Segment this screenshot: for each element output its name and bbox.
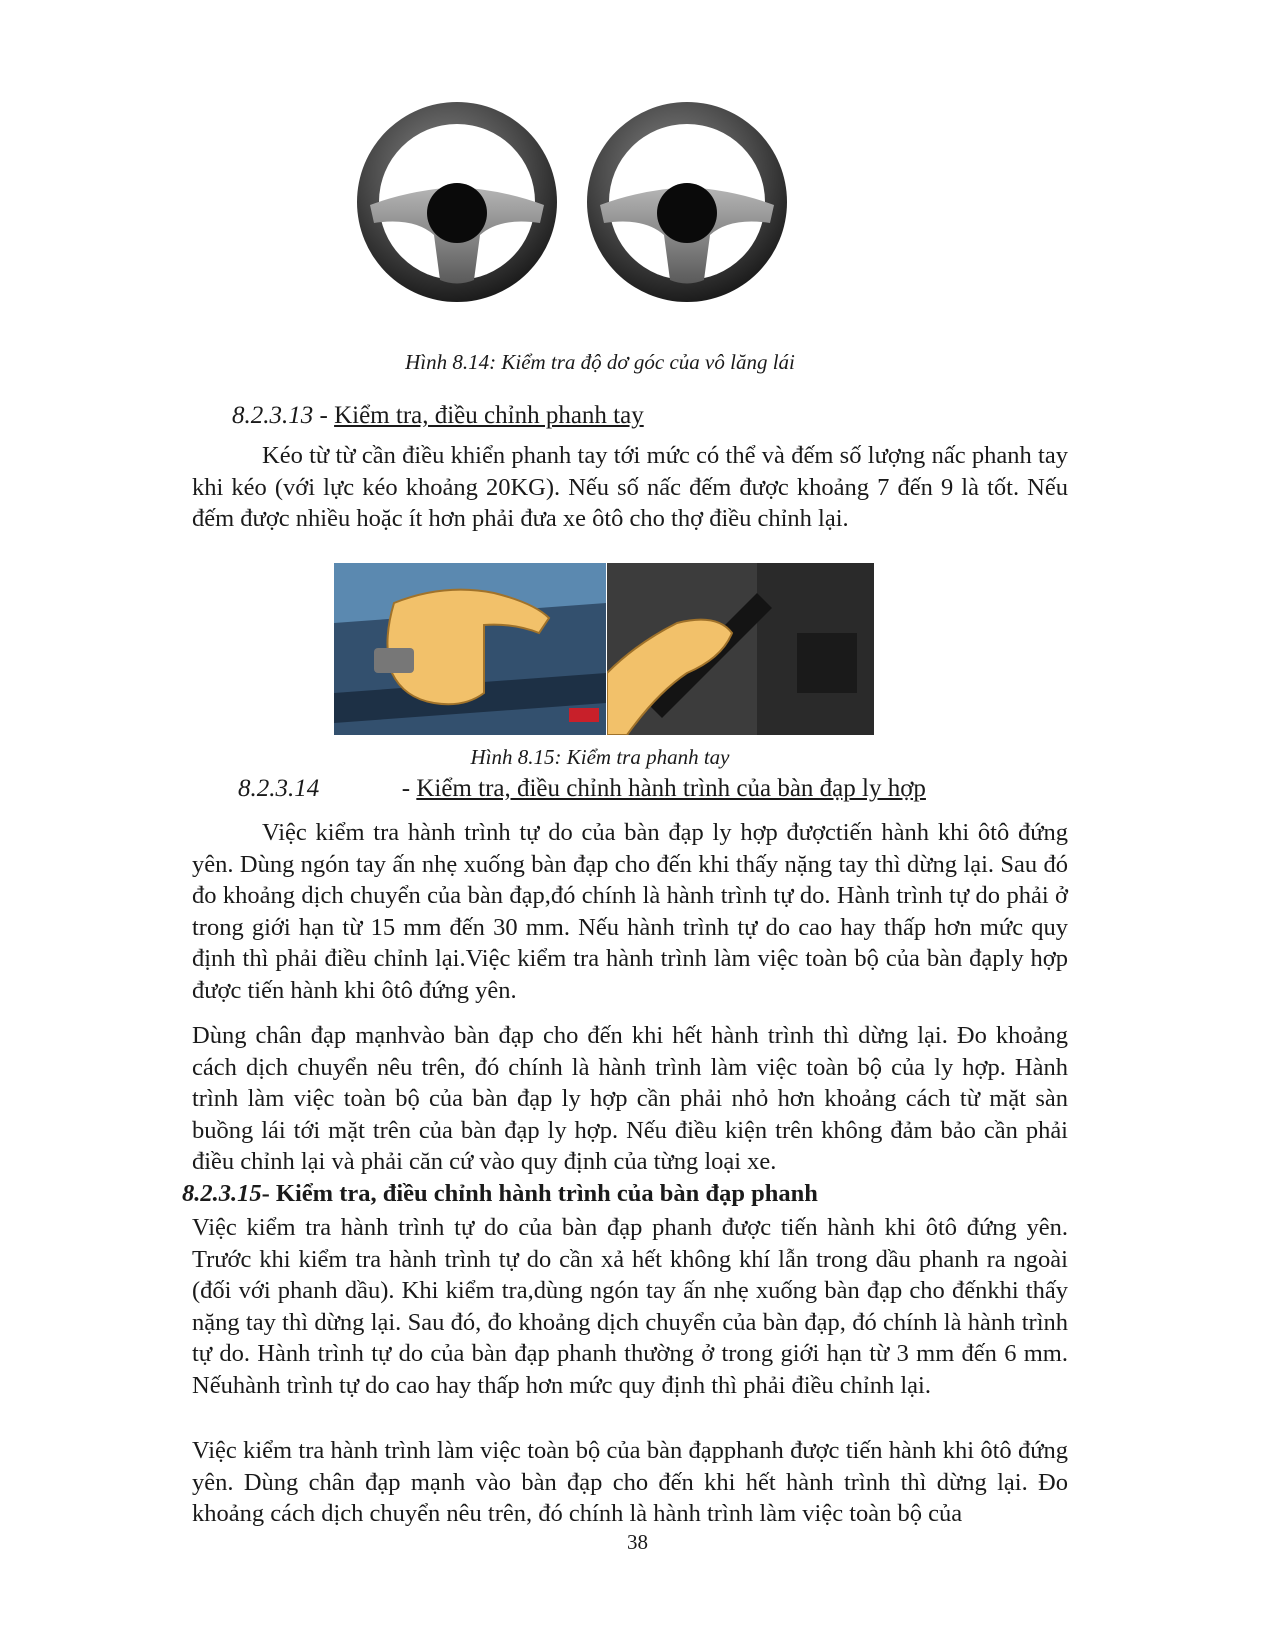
figure-8-14-caption: Hình 8.14: Kiểm tra độ dơ góc của vô lăng lái [405,350,795,374]
section-14-title: Kiểm tra, điều chỉnh hành trình của bàn đạp ly hợp [416,775,926,802]
section-15-heading [182,1180,1082,1208]
steering-wheel-left-image [350,95,565,310]
section-14-paragraph-2-text: Dùng chân đạp mạnhvào bàn đạp cho đến khi hết hành trình thì dừng lại. Đo khoảng cách dịch chuyển nêu trên, đó chính là hành trình làm việc toàn bộ của ly hợp. Hành trình làm việc toàn bộ của bàn đạp ly hợp cần phải nhỏ hơn khoảng cách từ mặt sàn buồng lái tới mặt trên của bàn đạp ly hợp. Nếu điều kiện trên không đảm bảo cần phải điều chỉnh lại và phải căn cứ vào quy định của từng loại xe. [192,1022,1068,1175]
section-13-paragraph [192,440,1068,535]
section-14-paragraph-2 [192,1020,1068,1178]
section-15-paragraph-1 [192,1212,1068,1401]
section-15-paragraph-1-text: Việc kiểm tra hành trình tự do của bàn đạp phanh được tiến hành khi ôtô đứng yên. Trước khi kiểm tra hành trình tự do cần xả hết không khí lẫn trong dầu phanh ra ngoài (đối với phanh dầu). Khi kiểm tra,dùng ngón tay ấn nhẹ xuống bàn đạp cho đếnkhi thấy nặng tay thì dừng lại. Sau đó, đo khoảng dịch chuyển của bàn đạp, đó chính là hành trình tự do. Hành trình tự do của bàn đạp phanh thường ở trong giới hạn từ 3 mm đến 6 mm. Nếuhành trình tự do cao hay thấp hơn mức quy định thì phải điều chỉnh lại. [192,1214,1068,1399]
section-13-title: Kiểm tra, điều chỉnh phanh tay [334,402,644,429]
section-14-heading [238,775,1038,803]
figure-8-14 [350,95,790,325]
figure-8-15 [334,563,874,735]
section-13-separator: - [313,402,335,429]
section-15-title: Kiểm tra, điều chỉnh hành trình của bàn đạp phanh [275,1180,818,1207]
section-14-separator: - [401,775,417,802]
figure-8-15-caption: Hình 8.15: Kiểm tra phanh tay [470,745,730,769]
steering-wheel-right-image [580,95,795,310]
page-number: 38 [627,1530,648,1554]
section-15-paragraph-2-text: Việc kiểm tra hành trình làm việc toàn bộ của bàn đạpphanh được tiến hành khi ôtô đứng yên. Dùng chân đạp mạnh vào bàn đạp cho đến khi hết hành trình thì dừng lại. Đo khoảng cách dịch chuyển nêu trên, đó chính là hành trình làm việc toàn bộ của [192,1437,1068,1527]
section-14-paragraph-1-text: Việc kiểm tra hành trình tự do của bàn đạp ly hợp đượctiến hành khi ôtô đứng yên. Dùng ngón tay ấn nhẹ xuống bàn đạp cho đến khi thấy nặng tay thì dừng lại. Sau đó đo khoảng dịch chuyển của bàn đạp,đó chính là hành trình tự do. Hành trình tự do phải ở trong giới hạn từ 15 mm đến 30 mm. Nếu hành trình tự do cao hay thấp hơn mức quy định thì phải điều chỉnh lại.Việc kiểm tra hành trình làm việc toàn bộ của bàn đạply hợp được tiến hành khi ôtô đứng yên. [192,819,1068,1004]
section-13-paragraph-text: Kéo từ từ cần điều khiển phanh tay tới mức có thể và đếm số lượng nấc phanh tay khi kéo (với lực kéo khoảng 20KG). Nếu số nấc đếm được khoảng 7 đến 9 là tốt. Nếu đếm được nhiều hoặc ít hơn phải đưa xe ôtô cho thợ điều chỉnh lại. [192,442,1068,532]
section-15-separator: - [261,1180,276,1207]
handbrake-pull-right-image [607,563,874,735]
section-15-paragraph-2 [192,1435,1068,1530]
handbrake-pull-left-image [334,563,606,735]
section-13-heading [232,402,1032,430]
section-14-number: 8.2.3.14 [238,775,320,802]
section-15-number: 8.2.3.15 [182,1180,262,1207]
section-14-paragraph-1 [192,817,1068,1006]
section-13-number: 8.2.3.13 [232,402,314,429]
